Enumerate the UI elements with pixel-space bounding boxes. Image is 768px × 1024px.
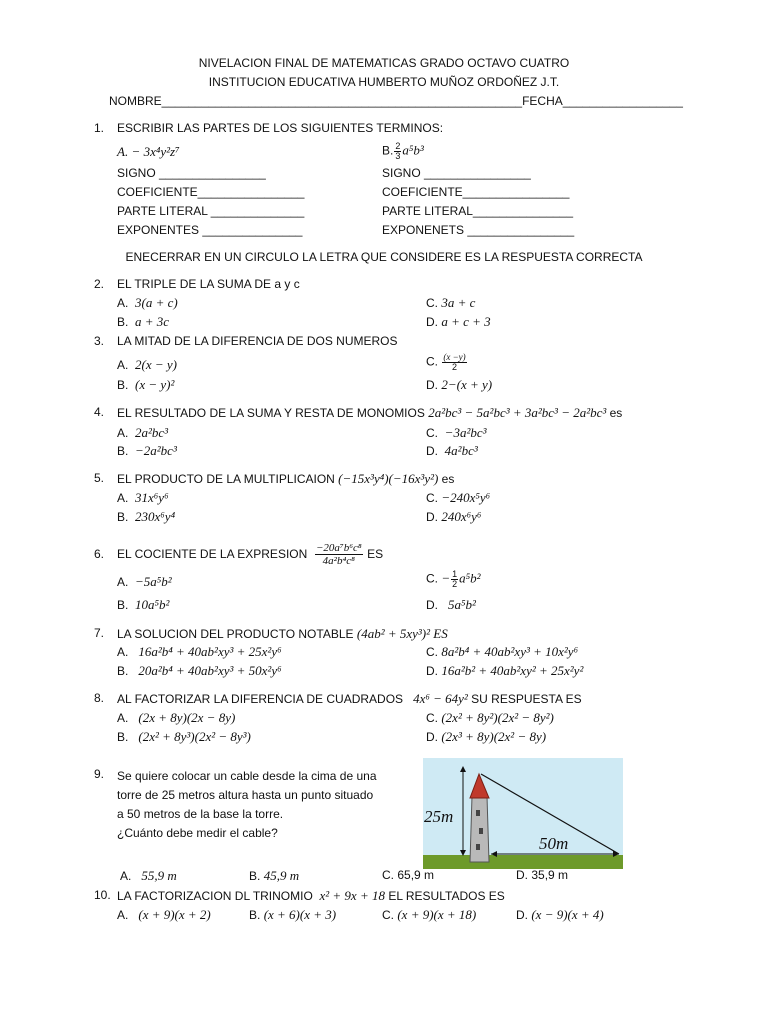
q6-c-sign: − xyxy=(441,570,451,586)
q9-b-value: 45,9 m xyxy=(263,868,300,883)
q1-number: 1. xyxy=(94,121,105,135)
q8-option-d[interactable] xyxy=(426,729,546,745)
q8-suffix: SU RESPUESTA ES xyxy=(471,692,582,706)
q2-c-expr: 3a + c xyxy=(441,295,476,310)
q5-a-label: A. xyxy=(117,491,129,505)
q3-number: 3. xyxy=(94,334,105,348)
q5-c-expr: −240x⁵y⁶ xyxy=(441,490,491,505)
q9-c-label: C. xyxy=(382,868,394,882)
q2-b-expr: a + 3c xyxy=(135,314,170,329)
q6-c-denominator: 2 xyxy=(452,579,458,589)
q6-fraction xyxy=(315,542,363,567)
q2-option-c[interactable] xyxy=(426,295,475,311)
q2-option-b[interactable] xyxy=(117,314,169,330)
q9-line-4: ¿Cuánto debe medir el cable? xyxy=(117,826,278,840)
q4-d-label: D. xyxy=(426,444,438,458)
q10-suffix: EL RESULTADOS ES xyxy=(388,889,505,903)
q10-text: LA FACTORIZACION DL TRINOMIO xyxy=(117,889,313,903)
q6-option-a[interactable] xyxy=(117,574,172,590)
q8-c-label: C. xyxy=(426,711,438,725)
q1-right-field-2: COEFICIENTE________________ xyxy=(382,185,570,199)
q9-d-label: D. xyxy=(516,868,528,882)
q10-c-label: C. xyxy=(382,908,394,922)
q9-paragraph xyxy=(117,767,377,843)
q5-text: EL PRODUCTO DE LA MULTIPLICAION xyxy=(117,472,335,486)
q5-line xyxy=(117,471,454,487)
q1-left-field-2: COEFICIENTE________________ xyxy=(117,185,305,199)
q9-c-value: 65,9 m xyxy=(397,868,435,882)
q8-number: 8. xyxy=(94,691,105,705)
q7-option-d[interactable] xyxy=(426,663,583,679)
q2-option-d[interactable] xyxy=(426,314,491,330)
q10-c-expr: (x + 9)(x + 18) xyxy=(397,907,477,922)
q4-number: 4. xyxy=(94,405,105,419)
q7-expr: (4ab² + 5xy³)² ES xyxy=(356,626,448,641)
q9-option-c[interactable] xyxy=(382,868,434,883)
q7-a-label: A. xyxy=(117,645,129,659)
q6-suffix: ES xyxy=(367,547,384,561)
date-label: FECHA xyxy=(522,94,563,108)
q10-d-label: D. xyxy=(516,908,528,922)
q5-expr: (−15x³y⁴)(−16x³y²) xyxy=(338,471,439,486)
q5-c-label: C. xyxy=(426,491,438,505)
q7-line xyxy=(117,626,448,642)
q6-c-fraction xyxy=(451,570,458,589)
q3-d-label: D. xyxy=(426,378,438,392)
q4-option-c[interactable] xyxy=(426,425,487,441)
tower-window-1 xyxy=(476,810,480,816)
q4-c-label: C. xyxy=(426,426,438,440)
q10-line xyxy=(117,888,505,904)
q7-number: 7. xyxy=(94,626,105,640)
q8-d-expr: (2x³ + 8y)(2x² − 8y) xyxy=(441,729,547,744)
q2-b-label: B. xyxy=(117,315,129,329)
q3-option-a[interactable] xyxy=(117,357,177,373)
school-name: INSTITUCION EDUCATIVA HUMBERTO MUÑOZ ORDOÑEZ J.T. xyxy=(208,75,560,89)
q10-option-b[interactable] xyxy=(249,907,336,923)
q5-a-expr: 31x⁶y⁶ xyxy=(135,490,169,505)
q5-b-label: B. xyxy=(117,510,129,524)
q3-c-denominator: 2 xyxy=(451,362,457,372)
q5-d-label: D. xyxy=(426,510,438,524)
q7-d-expr: 16a²b² + 40ab²xy² + 25x²y² xyxy=(441,663,584,678)
q8-c-expr: (2x² + 8y²)(2x² − 8y²) xyxy=(441,710,554,725)
q4-suffix: es xyxy=(609,406,623,420)
q9-line-3: a 50 metros de la base la torre. xyxy=(117,807,284,821)
q10-b-label: B. xyxy=(249,908,261,922)
q6-d-expr: 5a⁵b² xyxy=(448,597,476,612)
q7-option-a[interactable] xyxy=(117,644,282,660)
base-label: 50m xyxy=(539,834,569,853)
tower-cable-figure xyxy=(423,758,623,869)
q1-right-field-3: PARTE LITERAL_______________ xyxy=(382,204,574,218)
q5-suffix: es xyxy=(441,472,455,486)
q1-left-field-3: PARTE LITERAL ______________ xyxy=(117,204,305,218)
q3-option-c[interactable] xyxy=(426,353,468,372)
q1-term-b xyxy=(382,142,424,161)
q8-b-label: B. xyxy=(117,730,129,744)
q1-term-a xyxy=(117,144,180,160)
name-line xyxy=(109,94,683,109)
q6-option-c[interactable] xyxy=(426,570,481,589)
q8-option-b[interactable] xyxy=(117,729,251,745)
q2-a-label: A. xyxy=(117,296,129,310)
q3-d-expr: 2−(x + y) xyxy=(441,377,493,392)
instruction-text: ENECERRAR EN UN CIRCULO LA LETRA QUE CONSIDERE ES LA RESPUESTA CORRECTA xyxy=(125,250,643,264)
q5-number: 5. xyxy=(94,471,105,485)
grass-ground xyxy=(423,855,623,869)
q8-line xyxy=(117,691,582,707)
q10-number: 10. xyxy=(94,888,111,902)
q8-b-expr: (2x² + 8y³)(2x² − 8y³) xyxy=(138,729,251,744)
height-label: 25m xyxy=(424,807,454,826)
q7-c-expr: 8a²b⁴ + 40ab²xy³ + 10x²y⁶ xyxy=(441,644,579,659)
q6-c-expr: a⁵b² xyxy=(459,570,481,586)
q9-option-a[interactable] xyxy=(120,868,177,884)
q8-option-a[interactable] xyxy=(117,710,235,726)
q8-d-label: D. xyxy=(426,730,438,744)
q3-option-b[interactable] xyxy=(117,377,174,393)
q1-b-numerator: 2 xyxy=(395,141,401,151)
q1-left-field-4: EXPONENTES _______________ xyxy=(117,223,303,237)
q7-b-label: B. xyxy=(117,664,129,678)
q10-b-expr: (x + 6)(x + 3) xyxy=(263,907,337,922)
q4-a-expr: 2a²bc³ xyxy=(135,425,169,440)
q3-b-expr: (x − y)² xyxy=(135,377,175,392)
q10-option-a[interactable] xyxy=(117,907,211,923)
q9-a-value: 55,9 m xyxy=(141,868,177,883)
q5-d-expr: 240x⁶y⁶ xyxy=(441,509,482,524)
q7-a-expr: 16a²b⁴ + 40ab²xy³ + 25x²y⁶ xyxy=(138,644,282,659)
q5-option-a[interactable] xyxy=(117,490,169,506)
q7-option-b[interactable] xyxy=(117,663,282,679)
q1-right-field-4: EXPONENETS ________________ xyxy=(382,223,575,237)
q10-a-label: A. xyxy=(117,908,129,922)
q8-text: AL FACTORIZAR LA DIFERENCIA DE CUADRADOS xyxy=(117,692,404,706)
q6-denominator: 4a²b⁴c⁸ xyxy=(322,555,356,568)
q1-a-label: A. xyxy=(117,144,129,159)
name-blank: ______________________________________________________ xyxy=(161,94,523,108)
q3-c-fraction xyxy=(442,353,466,372)
q2-option-a[interactable] xyxy=(117,295,178,311)
q10-option-d[interactable] xyxy=(516,907,604,923)
q9-b-label: B. xyxy=(249,869,261,883)
q6-c-label: C. xyxy=(426,571,438,586)
q10-option-c[interactable] xyxy=(382,907,476,923)
q6-b-label: B. xyxy=(117,598,129,612)
q2-c-label: C. xyxy=(426,296,438,310)
q10-d-expr: (x − 9)(x + 4) xyxy=(531,907,604,922)
q6-a-label: A. xyxy=(117,575,129,589)
q3-c-label: C. xyxy=(426,354,438,369)
q7-c-label: C. xyxy=(426,645,438,659)
q4-d-expr: 4a²bc³ xyxy=(444,443,478,458)
q4-option-d[interactable] xyxy=(426,443,478,459)
q7-d-label: D. xyxy=(426,664,438,678)
q1-b-expr: a⁵b³ xyxy=(402,142,424,158)
q1-text: ESCRIBIR LAS PARTES DE LOS SIGUIENTES TERMINOS: xyxy=(117,121,444,135)
q2-d-label: D. xyxy=(426,315,438,329)
q1-left-field-1: SIGNO ________________ xyxy=(117,166,266,180)
q4-expr: 2a²bc³ − 5a²bc³ + 3a²bc³ − 2a²bc³ xyxy=(428,405,607,420)
q5-b-expr: 230x⁶y⁴ xyxy=(135,509,176,524)
q3-text: LA MITAD DE LA DIFERENCIA DE DOS NUMEROS xyxy=(117,334,398,348)
q9-d-value: 35,9 m xyxy=(531,868,569,882)
q4-option-a[interactable] xyxy=(117,425,168,441)
q6-b-expr: 10a⁵b² xyxy=(135,597,170,612)
exam-title: NIVELACION FINAL DE MATEMATICAS GRADO OCTAVO CUATRO xyxy=(198,56,570,70)
q10-expr: x² + 9x + 18 xyxy=(319,888,385,903)
q6-numerator: −20a⁷b⁶c⁸ xyxy=(315,542,362,555)
q8-a-expr: (2x + 8y)(2x − 8y) xyxy=(138,710,236,725)
q9-a-label: A. xyxy=(120,869,132,883)
tower-window-2 xyxy=(479,828,483,834)
q7-option-c[interactable] xyxy=(426,644,578,660)
q4-b-expr: −2a²bc³ xyxy=(135,443,177,458)
q4-text: EL RESULTADO DE LA SUMA Y RESTA DE MONOMIOS xyxy=(117,406,425,420)
q5-option-b[interactable] xyxy=(117,509,175,525)
q4-line xyxy=(117,405,622,421)
q5-option-d[interactable] xyxy=(426,509,481,525)
q4-a-label: A. xyxy=(117,426,129,440)
q8-expr: 4x⁶ − 64y² xyxy=(413,691,468,706)
q9-option-b[interactable] xyxy=(249,868,299,884)
q6-number: 6. xyxy=(94,547,105,561)
q1-a-expr: − 3x⁴y²z⁷ xyxy=(131,144,180,159)
q2-a-expr: 3(a + c) xyxy=(135,295,178,310)
q3-b-label: B. xyxy=(117,378,129,392)
q1-b-denominator: 3 xyxy=(395,151,401,161)
q6-text: EL COCIENTE DE LA EXPRESION xyxy=(117,547,308,561)
q6-line xyxy=(117,538,383,570)
q4-c-expr: −3a²bc³ xyxy=(444,425,487,440)
q9-number: 9. xyxy=(94,767,105,781)
q2-d-expr: a + c + 3 xyxy=(441,314,491,329)
q5-option-c[interactable] xyxy=(426,490,490,506)
q6-option-d[interactable] xyxy=(426,597,476,613)
q3-option-d[interactable] xyxy=(426,377,492,393)
q1-b-label: B. xyxy=(382,143,394,158)
q1-right-field-1: SIGNO ________________ xyxy=(382,166,531,180)
q3-a-expr: 2(x − y) xyxy=(135,357,177,372)
tower-window-3 xyxy=(476,844,480,850)
q3-a-label: A. xyxy=(117,358,129,372)
q9-line-2: torre de 25 metros altura hasta un punto situado xyxy=(117,788,374,802)
q2-number: 2. xyxy=(94,277,105,291)
q6-a-expr: −5a⁵b² xyxy=(135,574,172,589)
q3-c-numerator: (x −y) xyxy=(443,352,466,362)
q7-text: LA SOLUCION DEL PRODUCTO NOTABLE xyxy=(117,627,354,641)
q4-b-label: B. xyxy=(117,444,129,458)
q8-a-label: A. xyxy=(117,711,129,725)
q4-option-b[interactable] xyxy=(117,443,177,459)
q2-text: EL TRIPLE DE LA SUMA DE a y c xyxy=(117,277,300,291)
q8-option-c[interactable] xyxy=(426,710,554,726)
q1-b-fraction xyxy=(394,142,401,161)
q7-b-expr: 20a²b⁴ + 40ab²xy³ + 50x²y⁶ xyxy=(138,663,282,678)
name-label: NOMBRE xyxy=(109,94,162,108)
q9-line-1: Se quiere colocar un cable desde la cima de una xyxy=(117,769,377,783)
q6-c-numerator: 1 xyxy=(452,569,458,579)
q9-option-d[interactable] xyxy=(516,868,568,883)
q6-d-label: D. xyxy=(426,598,438,612)
q10-a-expr: (x + 9)(x + 2) xyxy=(138,907,211,922)
date-blank: __________________ xyxy=(562,94,683,108)
q6-option-b[interactable] xyxy=(117,597,169,613)
